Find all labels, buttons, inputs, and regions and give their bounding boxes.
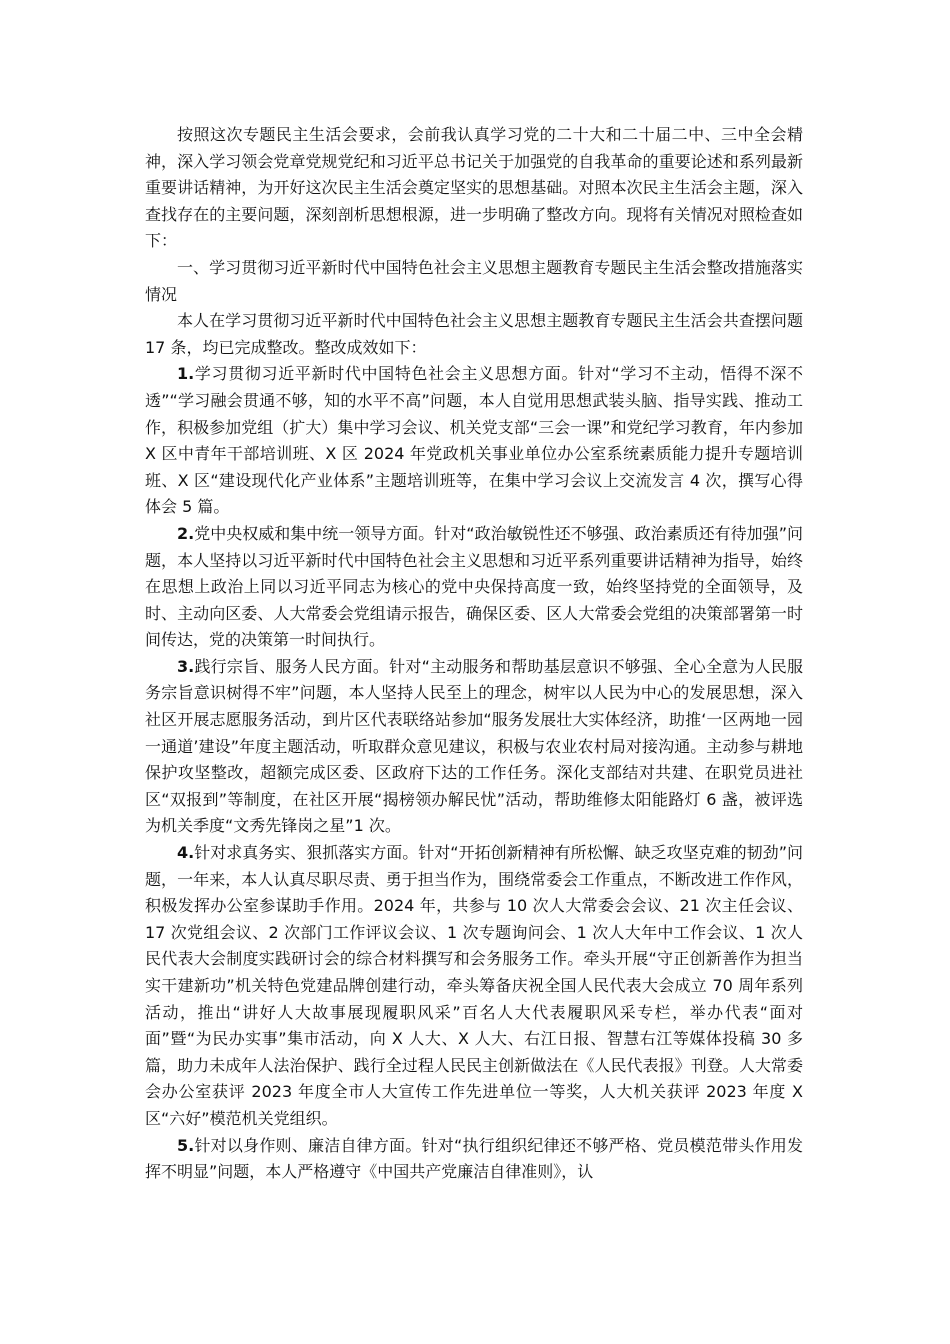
item-number: 5. [177, 1135, 195, 1155]
rectification-item-4 [145, 840, 803, 1133]
item-text: 针对以身作则、廉洁自律方面。针对“执行组织纪律还不够严格、党员模范带头作用发挥不明显”问题，本人严格遵守《中国共产党廉洁自律准则》，认 [145, 1135, 803, 1182]
rectification-item-2 [145, 521, 803, 654]
document-page [145, 122, 803, 1186]
item-number: 4. [177, 843, 195, 863]
rectification-item-1 [145, 361, 803, 521]
item-text: 党中央权威和集中统一领导方面。针对“政治敏锐性还不够强、政治素质还有待加强”问题，本人坚持以习近平新时代中国特色社会主义思想和习近平系列重要讲话精神为指导，始终在思想上政治上同以习近平同志为核心的党中央保持高度一致，始终坚持党的全面领导，及时、主动向区委、人大常委会党组请示报告，确保区委、区人大常委会党组的决策部署第一时间传达，党的决策第一时间执行。 [145, 523, 803, 650]
item-number: 2. [177, 523, 195, 543]
item-number: 1. [177, 364, 195, 384]
item-text: 针对求真务实、狠抓落实方面。针对“开拓创新精神有所松懈、缺乏攻坚克难的韧劲”问题，一年来，本人认真尽职尽责、勇于担当作为，围绕常委会工作重点，不断改进工作作风，积极发挥办公室参谋助手作用。2024 年，共参与 10 次人大常委会会议、21 次主任会议、17 次党组会议、2 次部门工作评议会议、1 次专题询问会、1 次人大年中工作会议、1 次人民代表大会制度实践研讨会的综合材料撰写和会务服务工作。牵头开展“守正创新善作为担当实干建新功”机关特色党建品牌创建行动，牵头筹备庆祝全国人民代表大会成立 70 周年系列活动，推出“讲好人大故事展现履职风采”百名人大代表履职风采专栏，举办代表“面对面”暨“为民办实事”集市活动，向 X 人大、X 人大、右江日报、智慧右江等媒体投稿 30 多篇，助力未成年人法治保护、践行全过程人民民主创新做法在《人民代表报》刊登。人大常委会办公室获评 2023 年度全市人大宣传工作先进单位一等奖，人大机关获评 2023 年度 X 区“六好”模范机关党组织。 [145, 843, 803, 1128]
section-heading: 一、学习贯彻习近平新时代中国特色社会主义思想主题教育专题民主生活会整改措施落实情况 [145, 257, 803, 304]
rectification-item-5 [145, 1133, 803, 1186]
item-text: 学习贯彻习近平新时代中国特色社会主义思想方面。针对“学习不主动，悟得不深不透”“学习融会贯通不够，知的水平不高”问题，本人自觉用思想武装头脑、指导实践、推动工作，积极参加党组（扩大）集中学习会议、机关党支部“三会一课”和党纪学习教育，年内参加 X 区中青年干部培训班、X 区 2024 年党政机关事业单位办公室系统素质能力提升专题培训班、X 区“建设现代化产业体系”主题培训班等，在集中学习会议上交流发言 4 次，撰写心得体会 5 篇。 [145, 364, 803, 517]
intro-paragraph: 按照这次专题民主生活会要求，会前我认真学习党的二十大和二十届二中、三中全会精神，深入学习领会党章党规党纪和习近平总书记关于加强党的自我革命的重要论述和系列最新重要讲话精神，为开好这次民主生活会奠定坚实的思想基础。对照本次民主生活会主题，深入查找存在的主要问题，深刻剖析思想根源，进一步明确了整改方向。现将有关情况对照检查如下： [145, 125, 803, 251]
item-number: 3. [177, 656, 195, 676]
summary-paragraph: 本人在学习贯彻习近平新时代中国特色社会主义思想主题教育专题民主生活会共查摆问题 17 条，均已完成整改。整改成效如下： [145, 311, 803, 357]
item-text: 践行宗旨、服务人民方面。针对“主动服务和帮助基层意识不够强、全心全意为人民服务宗旨意识树得不牢”问题，本人坚持人民至上的理念，树牢以人民为中心的发展思想，深入社区开展志愿服务活动，到片区代表联络站参加“服务发展壮大实体经济，助推‘一区两地一园一通道’建设”年度主题活动，听取群众意见建议，积极与农业农村局对接沟通。主动参与耕地保护攻坚整改，超额完成区委、区政府下达的工作任务。深化支部结对共建、在职党员进社区“双报到”等制度，在社区开展“揭榜领办解民忧”活动，帮助维修太阳能路灯 6 盏，被评选为机关季度“文秀先锋岗之星”1 次。 [145, 656, 803, 836]
rectification-item-3 [145, 654, 803, 840]
